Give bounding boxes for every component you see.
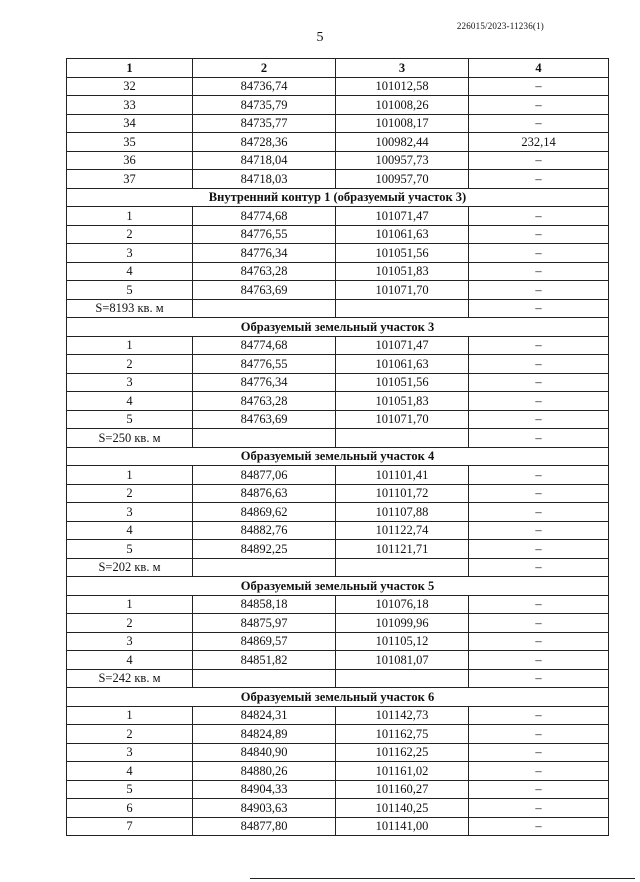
table-cell: 4 (67, 521, 193, 540)
table-cell: 84776,55 (193, 355, 336, 374)
table-cell: 101081,07 (336, 651, 469, 670)
table-cell: 101160,27 (336, 780, 469, 799)
table-row (67, 743, 609, 762)
table-cell: – (469, 410, 609, 429)
table-cell: 84824,31 (193, 706, 336, 725)
table-cell: 4 (67, 651, 193, 670)
table-cell: 84728,36 (193, 133, 336, 152)
table-cell: 4 (67, 262, 193, 281)
table-cell: – (469, 170, 609, 189)
table-cell: 84718,03 (193, 170, 336, 189)
table-cell: 84824,89 (193, 725, 336, 744)
column-header: 2 (193, 59, 336, 78)
table-cell: 84903,63 (193, 799, 336, 818)
table-row (67, 262, 609, 281)
table-cell: – (469, 484, 609, 503)
table-cell: 101099,96 (336, 614, 469, 633)
section-header-row (67, 447, 609, 466)
table-cell: 2 (67, 355, 193, 374)
table-cell: – (469, 595, 609, 614)
table-row (67, 503, 609, 522)
table-cell: – (469, 244, 609, 263)
document-number: 226015/2023-11236(1) (456, 21, 544, 31)
table-cell: – (469, 743, 609, 762)
table-cell: – (469, 762, 609, 781)
table-row (67, 466, 609, 485)
table-row (67, 170, 609, 189)
table-cell: 101051,56 (336, 244, 469, 263)
page-number: 5 (316, 30, 324, 45)
table-cell: 84774,68 (193, 336, 336, 355)
table-row (67, 355, 609, 374)
table-cell: – (469, 503, 609, 522)
table-cell: – (469, 669, 609, 688)
section-header-row (67, 688, 609, 707)
table-row (67, 207, 609, 226)
table-cell: – (469, 373, 609, 392)
table-cell: 101012,58 (336, 77, 469, 96)
table-cell: 101101,41 (336, 466, 469, 485)
table-cell: S=202 кв. м (67, 558, 193, 577)
table-cell: 2 (67, 225, 193, 244)
table-row (67, 651, 609, 670)
table-cell: 35 (67, 133, 193, 152)
table-cell: – (469, 614, 609, 633)
table-cell: 84763,69 (193, 281, 336, 300)
table-row (67, 133, 609, 152)
table-cell: 84876,63 (193, 484, 336, 503)
table-cell: 84840,90 (193, 743, 336, 762)
table-cell (336, 669, 469, 688)
table-cell: 101071,70 (336, 410, 469, 429)
table-cell: 84877,06 (193, 466, 336, 485)
section-header-row (67, 318, 609, 337)
table-cell: 84735,79 (193, 96, 336, 115)
table-row (67, 799, 609, 818)
table-cell: – (469, 114, 609, 133)
table-cell: 100982,44 (336, 133, 469, 152)
table-row (67, 299, 609, 318)
table-row (67, 151, 609, 170)
table-cell: – (469, 429, 609, 448)
table-cell (336, 299, 469, 318)
table-cell: 6 (67, 799, 193, 818)
table-cell: 84763,69 (193, 410, 336, 429)
table-cell: – (469, 558, 609, 577)
table-row (67, 410, 609, 429)
table-cell: 101071,47 (336, 207, 469, 226)
table-cell: 36 (67, 151, 193, 170)
table-cell: 3 (67, 244, 193, 263)
table-cell: – (469, 299, 609, 318)
table-cell: 101051,83 (336, 262, 469, 281)
table-row (67, 96, 609, 115)
table-cell: – (469, 355, 609, 374)
section-title: Внутренний контур 1 (образуемый участок 3) (67, 188, 609, 207)
table-cell: – (469, 392, 609, 411)
section-title: Образуемый земельный участок 5 (67, 577, 609, 596)
table-row (67, 558, 609, 577)
table-cell: – (469, 336, 609, 355)
table-cell: 84880,26 (193, 762, 336, 781)
section-title: Образуемый земельный участок 3 (67, 318, 609, 337)
section-header-row (67, 577, 609, 596)
table-cell: 101051,83 (336, 392, 469, 411)
table-cell: 101008,17 (336, 114, 469, 133)
table-cell: 2 (67, 484, 193, 503)
table-cell: – (469, 96, 609, 115)
table-cell: 1 (67, 595, 193, 614)
column-header: 1 (67, 59, 193, 78)
table-cell (336, 558, 469, 577)
table-cell: 101051,56 (336, 373, 469, 392)
table-cell: 84869,62 (193, 503, 336, 522)
table-cell: 2 (67, 614, 193, 633)
table-cell: S=8193 кв. м (67, 299, 193, 318)
table-row (67, 614, 609, 633)
table-cell (193, 669, 336, 688)
table-row (67, 669, 609, 688)
table-row (67, 595, 609, 614)
table-cell: S=242 кв. м (67, 669, 193, 688)
table-cell: 34 (67, 114, 193, 133)
table-cell: 84882,76 (193, 521, 336, 540)
table-cell: – (469, 799, 609, 818)
table-cell: 3 (67, 743, 193, 762)
table-row (67, 521, 609, 540)
table-cell: S=250 кв. м (67, 429, 193, 448)
table-cell: 100957,70 (336, 170, 469, 189)
table-cell: 33 (67, 96, 193, 115)
table-cell: – (469, 521, 609, 540)
table-cell: – (469, 466, 609, 485)
table-cell: – (469, 540, 609, 559)
bottom-rule (250, 878, 635, 879)
table-cell: 84776,55 (193, 225, 336, 244)
table-row (67, 762, 609, 781)
table-cell (193, 299, 336, 318)
table-row (67, 429, 609, 448)
table-cell: 84851,82 (193, 651, 336, 670)
table-row (67, 706, 609, 725)
table-cell: 37 (67, 170, 193, 189)
table-row (67, 484, 609, 503)
table-row (67, 540, 609, 559)
table-cell: 5 (67, 281, 193, 300)
table-cell: 232,14 (469, 133, 609, 152)
table-cell: – (469, 281, 609, 300)
table-row (67, 225, 609, 244)
table-cell: 3 (67, 503, 193, 522)
table-cell: 84776,34 (193, 373, 336, 392)
section-header-row (67, 188, 609, 207)
section-title: Образуемый земельный участок 4 (67, 447, 609, 466)
table-cell: 5 (67, 780, 193, 799)
table-cell: 2 (67, 725, 193, 744)
table-row (67, 725, 609, 744)
table-cell: 3 (67, 632, 193, 651)
table-cell: – (469, 651, 609, 670)
column-header: 4 (469, 59, 609, 78)
table-cell: 101008,26 (336, 96, 469, 115)
table-body (67, 77, 609, 836)
table-cell: – (469, 632, 609, 651)
table-cell: 101071,47 (336, 336, 469, 355)
table-cell: 84858,18 (193, 595, 336, 614)
table-cell: 84763,28 (193, 392, 336, 411)
table-cell: 84892,25 (193, 540, 336, 559)
table-cell: 1 (67, 336, 193, 355)
table-cell: – (469, 207, 609, 226)
table-cell: – (469, 262, 609, 281)
table-cell: 1 (67, 466, 193, 485)
table-cell: 4 (67, 392, 193, 411)
table-cell: 101140,25 (336, 799, 469, 818)
table-cell: 84718,04 (193, 151, 336, 170)
table-cell: – (469, 77, 609, 96)
table-header-row (67, 59, 609, 78)
table-cell (193, 429, 336, 448)
table-cell: 84904,33 (193, 780, 336, 799)
table-cell: – (469, 780, 609, 799)
table-cell: 7 (67, 817, 193, 836)
table-cell: 101105,12 (336, 632, 469, 651)
table-cell: 101107,88 (336, 503, 469, 522)
table-cell: 101141,00 (336, 817, 469, 836)
table-row (67, 77, 609, 96)
table-cell: 5 (67, 540, 193, 559)
table-cell: 84877,80 (193, 817, 336, 836)
table-cell: 4 (67, 762, 193, 781)
table-cell: 101121,71 (336, 540, 469, 559)
table-cell: 84774,68 (193, 207, 336, 226)
table-cell: 101162,75 (336, 725, 469, 744)
table-row (67, 817, 609, 836)
table-row (67, 373, 609, 392)
table-cell: 100957,73 (336, 151, 469, 170)
table-cell (193, 558, 336, 577)
table-cell: 84763,28 (193, 262, 336, 281)
table-cell: 101061,63 (336, 355, 469, 374)
table-cell: 101101,72 (336, 484, 469, 503)
table-cell: 32 (67, 77, 193, 96)
table-cell: 101071,70 (336, 281, 469, 300)
table-cell: 84875,97 (193, 614, 336, 633)
table-cell: 84869,57 (193, 632, 336, 651)
coordinates-table (66, 58, 609, 836)
table-cell: – (469, 725, 609, 744)
table-cell: – (469, 706, 609, 725)
table-cell: 84776,34 (193, 244, 336, 263)
table-row (67, 114, 609, 133)
table-cell: 101162,25 (336, 743, 469, 762)
table-cell: – (469, 151, 609, 170)
table-cell: 101061,63 (336, 225, 469, 244)
table-cell: 101161,02 (336, 762, 469, 781)
table-cell: 101122,74 (336, 521, 469, 540)
table-cell: – (469, 225, 609, 244)
table-cell: 84736,74 (193, 77, 336, 96)
table-row (67, 780, 609, 799)
table-cell: 5 (67, 410, 193, 429)
table-cell: 101076,18 (336, 595, 469, 614)
table-cell: 1 (67, 706, 193, 725)
table-row (67, 336, 609, 355)
table-cell: – (469, 817, 609, 836)
table-row (67, 632, 609, 651)
table-row (67, 281, 609, 300)
table-cell (336, 429, 469, 448)
table-cell: 3 (67, 373, 193, 392)
column-header: 3 (336, 59, 469, 78)
table-row (67, 392, 609, 411)
table-row (67, 244, 609, 263)
section-title: Образуемый земельный участок 6 (67, 688, 609, 707)
table-cell: 101142,73 (336, 706, 469, 725)
table-cell: 84735,77 (193, 114, 336, 133)
table-cell: 1 (67, 207, 193, 226)
